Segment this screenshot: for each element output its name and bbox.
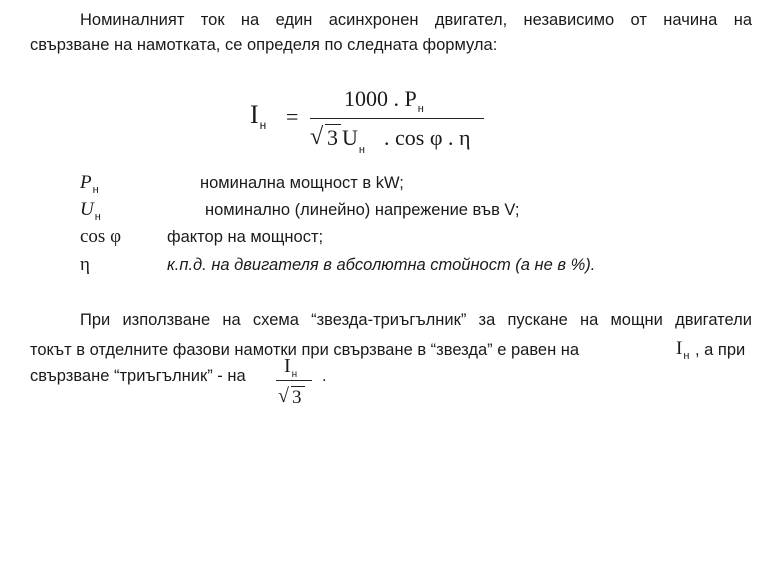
formula-denominator-u: $U_н$ (342, 125, 365, 156)
para2-end-period: . (322, 367, 327, 385)
intro-line-1: Номиналният ток на един асинхронен двигател, независимо от начина на (80, 11, 752, 29)
legend-symbol-eta: η (80, 254, 90, 275)
intro-line-2: свързване на намотката, се определя по следната формула: (30, 36, 498, 54)
legend-symbol-cos-phi: cos φ (80, 226, 122, 247)
para2-line-2-end: , а при (695, 341, 746, 359)
formula-denominator-rest: . cos φ . η (384, 125, 471, 150)
legend-text-efficiency: к.п.д. на двигателя в абсолютна стойност (а не в %). (167, 256, 596, 274)
legend-text-voltage: номинално (линейно) напрежение във V; (205, 201, 520, 219)
legend-text-power-factor: фактор на мощност; (167, 228, 324, 246)
formula-lhs: $I_н$ (250, 100, 267, 132)
legend-symbol-p: $P_н$ (80, 172, 99, 196)
para2-fraction-bar (276, 380, 312, 381)
para2-line-1: При използване на схема “звезда-триъгълник” за пускане на мощни двигатели (80, 311, 752, 329)
formula-sqrt-arg: 3 (327, 125, 338, 150)
legend-text-power: номинална мощност в kW; (200, 174, 404, 192)
para2-fraction-numerator: $I_н$ (284, 355, 298, 380)
formula-numerator: 1000 . $P_н$ (344, 86, 424, 115)
para2-current-symbol: $I_н$ (676, 338, 690, 362)
para2-sqrt-sign: √ (278, 385, 289, 407)
formula-equals: = (286, 104, 299, 129)
intro-paragraph (30, 8, 752, 58)
para2-line-3-text: свързване “триъгълник” - на (30, 367, 246, 385)
formula-fraction-bar (310, 118, 484, 119)
formula-sqrt-sign: √ (310, 124, 324, 150)
para2-line-2-text: токът в отделните фазови намотки при свързване в “звезда” е равен на (30, 341, 580, 359)
para2-sqrt-arg: 3 (292, 387, 302, 408)
legend-symbol-u: $U_н$ (80, 199, 101, 223)
